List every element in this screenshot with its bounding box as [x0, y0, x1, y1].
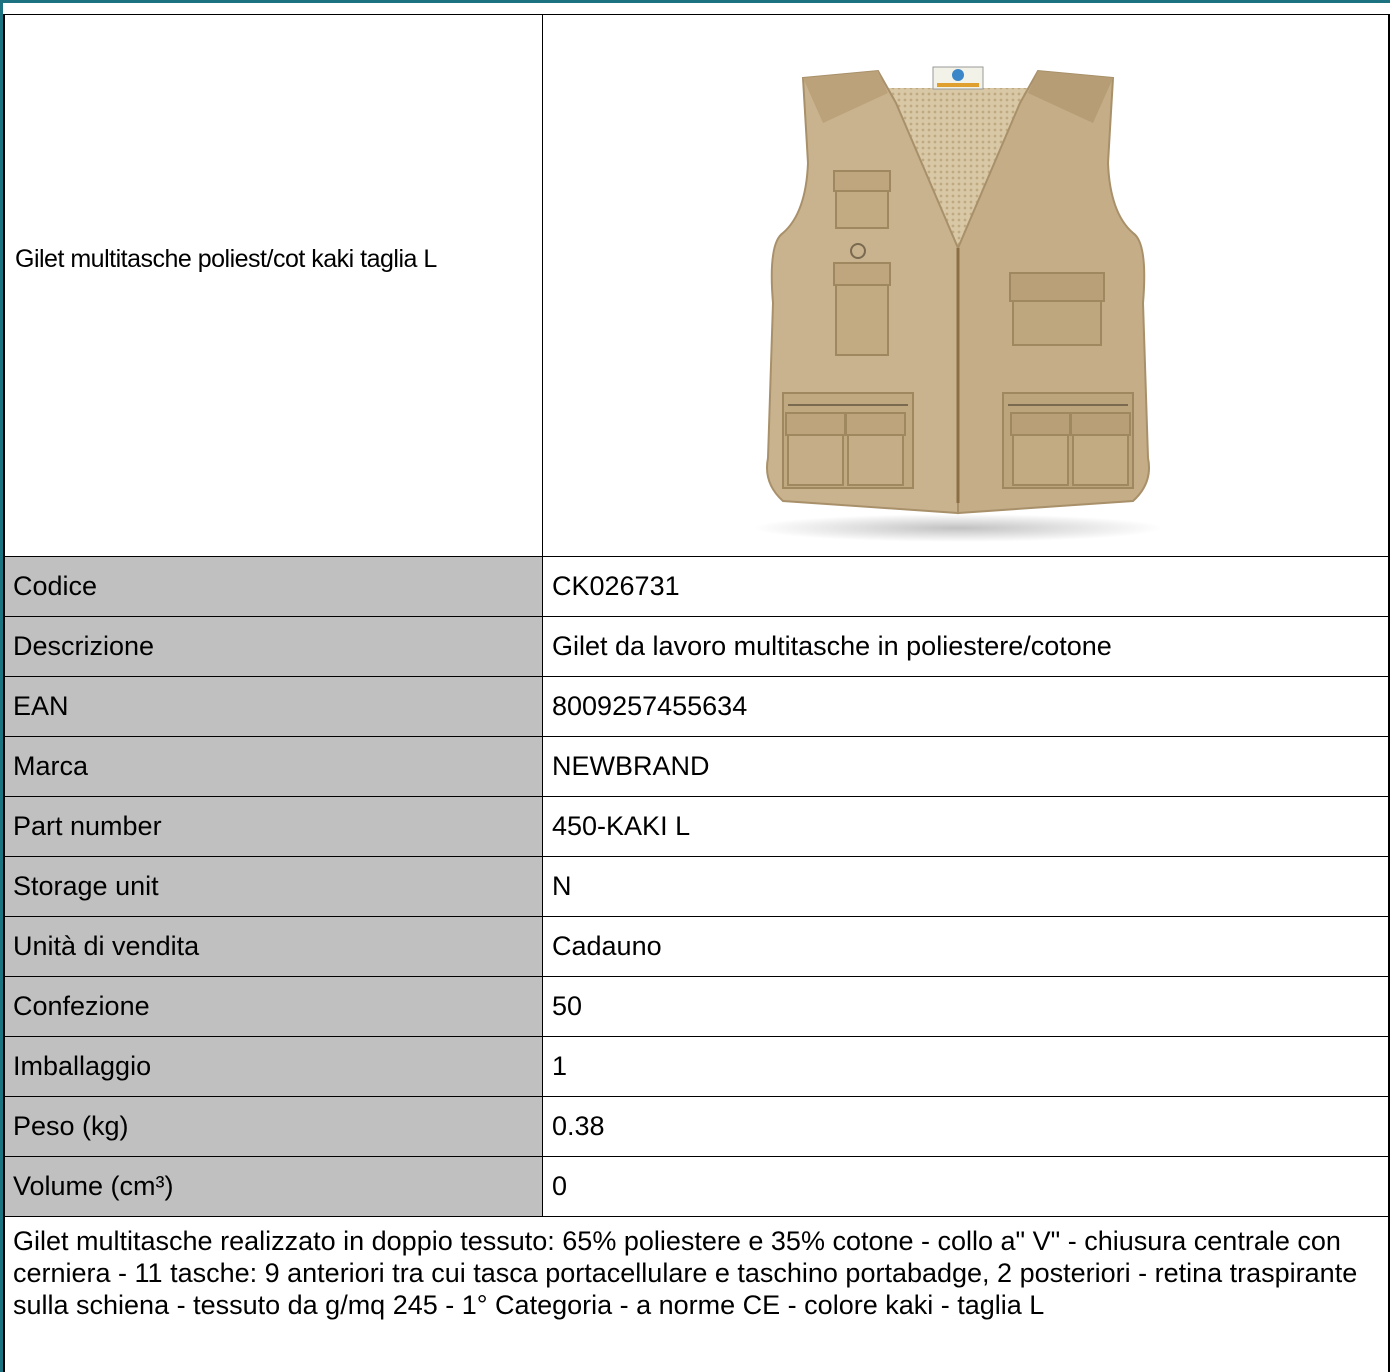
spec-row-codice	[3, 556, 1390, 616]
spec-row-volume	[3, 1156, 1390, 1216]
spec-value: N	[543, 857, 1390, 916]
spec-row-unita-di-vendita	[3, 916, 1390, 976]
long-description: Gilet multitasche realizzato in doppio tessuto: 65% poliestere e 35% cotone - collo a" V" - chiusura centrale con cerniera - 11 tasche: 9 anteriori tra cui tasca portacellulare e taschino portabadge, 2 posteriori - retina traspirante sulla schiena - tessuto da g/mq 245 - 1° Categoria - a norme CE - colore kaki - taglia L	[3, 1216, 1390, 1372]
top-frame-line	[0, 0, 1390, 3]
spec-value: 8009257455634	[543, 677, 1390, 736]
spec-label: Confezione	[3, 977, 543, 1036]
spec-label: Volume (cm³)	[3, 1157, 543, 1216]
spec-label: Storage unit	[3, 857, 543, 916]
title-cell	[3, 14, 543, 556]
spec-row-ean	[3, 676, 1390, 736]
spec-label: Peso (kg)	[3, 1097, 543, 1156]
spec-row-confezione	[3, 976, 1390, 1036]
product-title: Gilet multitasche poliest/cot kaki taglia L	[15, 245, 437, 273]
spec-value: 50	[543, 977, 1390, 1036]
spec-label: Part number	[3, 797, 543, 856]
spec-label: EAN	[3, 677, 543, 736]
spec-value: 0	[543, 1157, 1390, 1216]
spec-row-imballaggio	[3, 1036, 1390, 1096]
spec-row-part-number	[3, 796, 1390, 856]
spec-row-marca	[3, 736, 1390, 796]
spec-value: Cadauno	[543, 917, 1390, 976]
spec-label: Descrizione	[3, 617, 543, 676]
spec-value: 450-KAKI L	[543, 797, 1390, 856]
spec-value: Gilet da lavoro multitasche in poliestere/cotone	[543, 617, 1390, 676]
spec-value: 1	[543, 1037, 1390, 1096]
spec-label: Marca	[3, 737, 543, 796]
spec-row-storage-unit	[3, 856, 1390, 916]
vest-image	[728, 43, 1188, 563]
spec-value: NEWBRAND	[543, 737, 1390, 796]
image-cell	[543, 14, 1390, 556]
spec-label: Codice	[3, 557, 543, 616]
spec-label: Imballaggio	[3, 1037, 543, 1096]
khaki-vest-icon	[728, 43, 1188, 563]
spec-label: Unità di vendita	[3, 917, 543, 976]
spec-row-descrizione	[3, 616, 1390, 676]
spec-row-peso	[3, 1096, 1390, 1156]
spec-value: 0.38	[543, 1097, 1390, 1156]
spec-value: CK026731	[543, 557, 1390, 616]
